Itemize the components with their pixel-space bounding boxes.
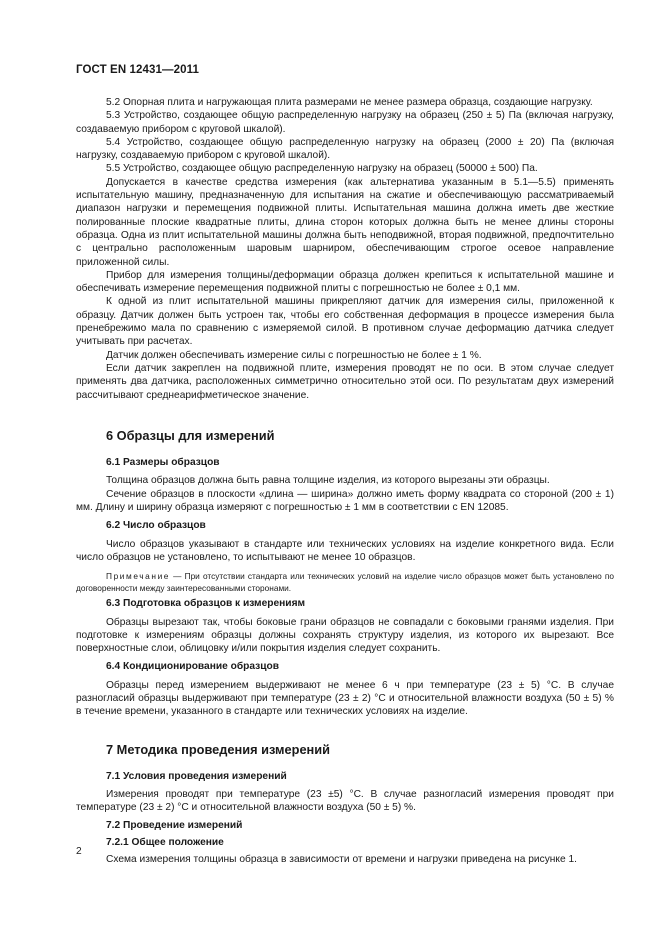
- section-7-1-heading: 7.1 Условия проведения измерений: [106, 770, 287, 782]
- paragraph-6-1-a: Толщина образцов должна быть равна толщине изделия, из которого вырезаны эти образцы.: [106, 475, 550, 487]
- section-7-2-heading: 7.2 Проведение измерений: [106, 819, 243, 831]
- paragraph-thickness-device: Прибор для измерения толщины/деформации образца должен крепиться к испытательной машине и обеспечивать измерение перемещения подвижной плиты с погрешностью не более ± 0,1 мм.: [76, 269, 614, 295]
- paragraph-5-5: 5.5 Устройство, создающее общую распределенную нагрузку на образец (50000 ± 500) Па.: [106, 163, 538, 175]
- note-text: — При отсутствии стандарта или технических условий на изделие число образцов может быть установлено по договоренности между заинтересованными сторонами.: [76, 571, 614, 593]
- paragraph-5-4: 5.4 Устройство, создающее общую распределенную нагрузку на образец (2000 ± 20) Па (включая нагрузку, создаваемую прибором с круговой шкалой).: [76, 136, 614, 162]
- document-header: ГОСТ EN 12431—2011: [76, 64, 199, 76]
- paragraph-two-sensors: Если датчик закреплен на подвижной плите, измерения проводят не по оси. В этом случае следует применять два датчика, расположенных симметрично относительно этой оси. По результатам двух измерений рассчитывают среднеарифметическое значение.: [76, 362, 614, 401]
- paragraph-5-3: 5.3 Устройство, создающее общую распределенную нагрузку на образец (250 ± 5) Па (включая нагрузку, создаваемую прибором с круговой шкалой).: [76, 110, 614, 135]
- section-6-1-heading: 6.1 Размеры образцов: [106, 457, 220, 469]
- section-6-2-heading: 6.2 Число образцов: [106, 520, 206, 532]
- paragraph-6-2: Число образцов указывают в стандарте или технических условиях на изделие конкретного вида. Если число образцов не установлено, то испытывают не менее 10 образцов.: [76, 538, 614, 563]
- section-7-heading: 7 Методика проведения измерений: [106, 741, 331, 757]
- paragraph-6-1-b: Сечение образцов в плоскости «длина — ширина» должно иметь форму квадрата со стороной (200 ± 1) мм. Длину и ширину образца измеряют с погрешностью ± 1 мм в соответствии с EN 12085.: [76, 488, 614, 514]
- note-label: Примечание: [106, 571, 171, 582]
- paragraph-6-3: Образцы вырезают так, чтобы боковые грани образцов не совпадали с боковыми гранями изделия. При подготовке к измерениям образцы должны сохранять структуру изделия, из которого их вырезают. Все поверхностные слои, облицовку и/или покрытия изделия следует сохранить.: [76, 616, 614, 655]
- note: [76, 571, 614, 594]
- section-6-3-heading: 6.3 Подготовка образцов к измерениям: [106, 598, 306, 610]
- paragraph-5-2: 5.2 Опорная плита и нагружающая плита размерами не менее размера образца, создающие нагрузку.: [106, 97, 593, 108]
- section-6-heading: 6 Образцы для измерений: [106, 427, 275, 443]
- paragraph-test-machine: Допускается в качестве средства измерения (как альтернатива указанным в 5.1—5.5) применять испытательную машину, предназначенную для испытания на сжатие и обеспечивающую рассматриваемый диапазон нагрузки и перемещения подвижной плиты. Испытательная машина должна иметь две жесткие полированные плоские квадратные плиты, длина сторон которых должна быть не менее длины стороны образца. Одна из плит испытательной машины должна быть неподвижной, вторая подвижной, предпочтительно с центрально расположенным шаровым шарниром, обеспечивающим строгое осевое направление приложенной силы.: [76, 176, 614, 268]
- section-6-4-heading: 6.4 Кондиционирование образцов: [106, 661, 279, 673]
- paragraph-force-sensor: К одной из плит испытательной машины прикрепляют датчик для измерения силы, приложенной к образцу. Датчик должен быть устроен так, чтобы его собственная деформация в процессе измерения была пренебрежимо мала по сравнению с измеряемой силой. В противном случае деформацию датчика следует учитывать при расчетах.: [76, 296, 614, 348]
- paragraph-sensor-accuracy: Датчик должен обеспечивать измерение силы с погрешностью не более ± 1 %.: [106, 349, 482, 361]
- section-7-2-1-heading: 7.2.1 Общее положение: [106, 837, 224, 849]
- paragraph-6-4: Образцы перед измерением выдерживают не менее 6 ч при температуре (23 ± 5) °С. В случае разногласий образцы выдерживают при температуре (23 ± 2) °С и относительной влажности воздуха (50 ± 5) % в течение времени, указанного в стандарте или технических условиях на изделие.: [76, 679, 614, 718]
- paragraph-7-2-1: Схема измерения толщины образца в зависимости от времени и нагрузки приведена на рисунке 1.: [106, 854, 577, 866]
- page-body: [76, 96, 614, 867]
- paragraph-7-1: Измерения проводят при температуре (23 ±5) °С. В случае разногласий измерения проводят при температуре (23 ± 2) °С и относительной влажности воздуха (50 ± 5) %.: [76, 789, 614, 814]
- page-number: 2: [76, 846, 82, 857]
